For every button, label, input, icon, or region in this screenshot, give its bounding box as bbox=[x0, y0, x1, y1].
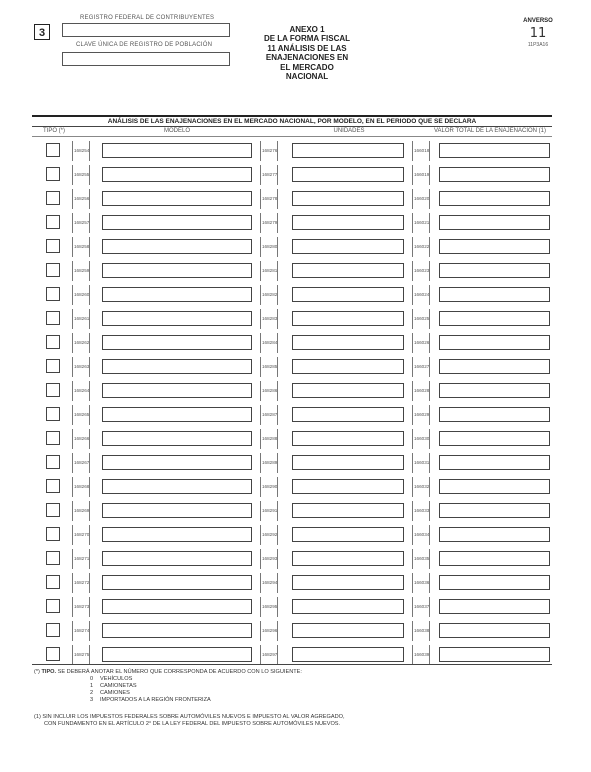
unidades-code: 168294 bbox=[260, 573, 278, 593]
modelo-code: 168260 bbox=[72, 285, 90, 305]
valor-code: 166021 bbox=[412, 213, 430, 233]
tipo-checkbox[interactable] bbox=[46, 311, 60, 325]
unidades-code: 168284 bbox=[260, 333, 278, 353]
modelo-field[interactable] bbox=[102, 575, 252, 590]
modelo-code: 168255 bbox=[72, 165, 90, 185]
table-row bbox=[32, 309, 552, 333]
modelo-field[interactable] bbox=[102, 287, 252, 302]
table-row bbox=[32, 405, 552, 429]
note-tipo-bold: TIPO. bbox=[41, 669, 57, 675]
table-row bbox=[32, 621, 552, 645]
valor-field[interactable] bbox=[439, 623, 550, 638]
annex-line: EL MERCADO bbox=[280, 62, 334, 72]
valor-field[interactable] bbox=[439, 551, 550, 566]
valor-code: 166037 bbox=[412, 597, 430, 617]
valor-code: 166027 bbox=[412, 357, 430, 377]
unidades-code: 168285 bbox=[260, 357, 278, 377]
unidades-field[interactable] bbox=[292, 503, 404, 518]
table-row bbox=[32, 501, 552, 525]
valor-field[interactable] bbox=[439, 263, 550, 278]
unidades-code: 168276 bbox=[260, 141, 278, 161]
table-row bbox=[32, 213, 552, 237]
modelo-field[interactable] bbox=[102, 551, 252, 566]
valor-field[interactable] bbox=[439, 311, 550, 326]
modelo-field[interactable] bbox=[102, 407, 252, 422]
tipo-checkbox[interactable] bbox=[46, 359, 60, 373]
modelo-code: 168261 bbox=[72, 309, 90, 329]
form-number: 11 bbox=[529, 26, 547, 41]
rfc-field[interactable] bbox=[62, 23, 230, 37]
modelo-code: 168268 bbox=[72, 477, 90, 497]
valor-code: 166023 bbox=[412, 261, 430, 281]
valor-code: 166036 bbox=[412, 573, 430, 593]
modelo-field[interactable] bbox=[102, 191, 252, 206]
modelo-code: 168263 bbox=[72, 357, 90, 377]
page-number: 3 bbox=[34, 24, 50, 40]
unidades-code: 168291 bbox=[260, 501, 278, 521]
modelo-code: 168266 bbox=[72, 429, 90, 449]
unidades-field[interactable] bbox=[292, 479, 404, 494]
table-row bbox=[32, 549, 552, 573]
modelo-code: 168259 bbox=[72, 261, 90, 281]
unidades-field[interactable] bbox=[292, 167, 404, 182]
unidades-code: 168278 bbox=[260, 189, 278, 209]
unidades-code: 168286 bbox=[260, 381, 278, 401]
unidades-field[interactable] bbox=[292, 239, 404, 254]
unidades-code: 168297 bbox=[260, 645, 278, 665]
tipo-checkbox[interactable] bbox=[46, 479, 60, 493]
valor-code: 166039 bbox=[412, 645, 430, 665]
unidades-code: 168281 bbox=[260, 261, 278, 281]
tipo-checkbox[interactable] bbox=[46, 167, 60, 181]
modelo-field[interactable] bbox=[102, 311, 252, 326]
unidades-code: 168279 bbox=[260, 213, 278, 233]
col-header-modelo: MODELO bbox=[163, 128, 190, 134]
unidades-field[interactable] bbox=[292, 407, 404, 422]
valor-field[interactable] bbox=[439, 455, 550, 470]
curp-label: CLAVE ÚNICA DE REGISTRO DE POBLACIÓN bbox=[76, 42, 213, 48]
tipo-checkbox[interactable] bbox=[46, 287, 60, 301]
tipo-checkbox[interactable] bbox=[46, 599, 60, 613]
annex-line: ENAJENACIONES EN bbox=[265, 53, 349, 63]
valor-code: 166025 bbox=[412, 309, 430, 329]
unidades-field[interactable] bbox=[292, 575, 404, 590]
modelo-code: 168272 bbox=[72, 573, 90, 593]
unidades-field[interactable] bbox=[292, 431, 404, 446]
valor-field[interactable] bbox=[439, 167, 550, 182]
unidades-field[interactable] bbox=[292, 287, 404, 302]
unidades-field[interactable] bbox=[292, 647, 404, 662]
modelo-field[interactable] bbox=[102, 383, 252, 398]
modelo-code: 168262 bbox=[72, 333, 90, 353]
table-row bbox=[32, 381, 552, 405]
unidades-field[interactable] bbox=[292, 599, 404, 614]
valor-field[interactable] bbox=[439, 335, 550, 350]
tipo-option: 1 CAMIONETAS bbox=[90, 683, 137, 689]
unidades-field[interactable] bbox=[292, 383, 404, 398]
tipo-option: 3 IMPORTADOS A LA REGIÓN FRONTERIZA bbox=[90, 697, 211, 703]
modelo-field[interactable] bbox=[102, 599, 252, 614]
valor-code: 166024 bbox=[412, 285, 430, 305]
valor-field[interactable] bbox=[439, 359, 550, 374]
unidades-code: 168293 bbox=[260, 549, 278, 569]
modelo-field[interactable] bbox=[102, 623, 252, 638]
valor-code: 166033 bbox=[412, 501, 430, 521]
modelo-field[interactable] bbox=[102, 455, 252, 470]
unidades-code: 168283 bbox=[260, 309, 278, 329]
unidades-field[interactable] bbox=[292, 359, 404, 374]
tipo-checkbox[interactable] bbox=[46, 647, 60, 661]
section-rule bbox=[32, 115, 552, 117]
form-code: 11P3A16 bbox=[527, 42, 549, 48]
valor-field[interactable] bbox=[439, 383, 550, 398]
valor-code: 166026 bbox=[412, 333, 430, 353]
valor-field[interactable] bbox=[439, 479, 550, 494]
modelo-field[interactable] bbox=[102, 503, 252, 518]
modelo-field[interactable] bbox=[102, 335, 252, 350]
modelo-code: 168273 bbox=[72, 597, 90, 617]
valor-code: 166019 bbox=[412, 165, 430, 185]
modelo-field[interactable] bbox=[102, 167, 252, 182]
modelo-code: 168254 bbox=[72, 141, 90, 161]
tipo-checkbox[interactable] bbox=[46, 143, 60, 157]
header-rule bbox=[32, 136, 552, 137]
unidades-code: 168292 bbox=[260, 525, 278, 545]
annex-line: ANEXO 1 bbox=[289, 25, 325, 34]
table-row bbox=[32, 237, 552, 261]
unidades-field[interactable] bbox=[292, 215, 404, 230]
tipo-checkbox[interactable] bbox=[46, 215, 60, 229]
valor-field[interactable] bbox=[439, 575, 550, 590]
valor-code: 166038 bbox=[412, 621, 430, 641]
unidades-field[interactable] bbox=[292, 455, 404, 470]
valor-code: 166034 bbox=[412, 525, 430, 545]
annex-title bbox=[248, 25, 366, 81]
modelo-code: 168271 bbox=[72, 549, 90, 569]
unidades-code: 168296 bbox=[260, 621, 278, 641]
valor-code: 166022 bbox=[412, 237, 430, 257]
col-header-tipo: TIPO (*) bbox=[43, 128, 65, 134]
table-row bbox=[32, 429, 552, 453]
tipo-checkbox[interactable] bbox=[46, 383, 60, 397]
tipo-checkbox[interactable] bbox=[46, 335, 60, 349]
tipo-checkbox[interactable] bbox=[46, 431, 60, 445]
modelo-code: 168269 bbox=[72, 501, 90, 521]
valor-code: 166030 bbox=[412, 429, 430, 449]
table-row bbox=[32, 141, 552, 165]
valor-code: 166029 bbox=[412, 405, 430, 425]
valor-field[interactable] bbox=[439, 143, 550, 158]
valor-code: 166032 bbox=[412, 477, 430, 497]
modelo-field[interactable] bbox=[102, 359, 252, 374]
modelo-field[interactable] bbox=[102, 479, 252, 494]
unidades-code: 168282 bbox=[260, 285, 278, 305]
valor-field[interactable] bbox=[439, 431, 550, 446]
valor-field[interactable] bbox=[439, 527, 550, 542]
valor-field[interactable] bbox=[439, 647, 550, 662]
note-marker: (*) bbox=[34, 669, 40, 675]
unidades-code: 168295 bbox=[260, 597, 278, 617]
tipo-checkbox[interactable] bbox=[46, 503, 60, 517]
side-label: ANVERSO bbox=[523, 18, 553, 24]
valor-field[interactable] bbox=[439, 503, 550, 518]
tipo-checkbox[interactable] bbox=[46, 455, 60, 469]
unidades-field[interactable] bbox=[292, 263, 404, 278]
table-row bbox=[32, 525, 552, 549]
valor-code: 166035 bbox=[412, 549, 430, 569]
footer-rule bbox=[32, 664, 552, 665]
tipo-checkbox[interactable] bbox=[46, 623, 60, 637]
annex-line: 11 ANÁLISIS DE LAS bbox=[267, 43, 347, 53]
modelo-code: 168274 bbox=[72, 621, 90, 641]
modelo-code: 168275 bbox=[72, 645, 90, 665]
tipo-checkbox[interactable] bbox=[46, 575, 60, 589]
valor-field[interactable] bbox=[439, 599, 550, 614]
modelo-field[interactable] bbox=[102, 143, 252, 158]
valor-code: 166028 bbox=[412, 381, 430, 401]
col-header-unidades: UNIDADES bbox=[333, 128, 365, 134]
tipo-option: 0 VEHÍCULOS bbox=[90, 676, 133, 682]
unidades-field[interactable] bbox=[292, 143, 404, 158]
modelo-code: 168256 bbox=[72, 189, 90, 209]
tipo-checkbox[interactable] bbox=[46, 191, 60, 205]
table-row bbox=[32, 333, 552, 357]
unidades-code: 168287 bbox=[260, 405, 278, 425]
table-row bbox=[32, 597, 552, 621]
modelo-code: 168267 bbox=[72, 453, 90, 473]
modelo-code: 168264 bbox=[72, 381, 90, 401]
modelo-field[interactable] bbox=[102, 647, 252, 662]
value-footnote bbox=[34, 714, 345, 728]
table-row bbox=[32, 285, 552, 309]
modelo-code: 168270 bbox=[72, 525, 90, 545]
tipo-checkbox[interactable] bbox=[46, 407, 60, 421]
tipo-note bbox=[34, 669, 302, 704]
tipo-checkbox[interactable] bbox=[46, 263, 60, 277]
tipo-option: 2 CAMIONES bbox=[90, 690, 130, 696]
modelo-code: 168265 bbox=[72, 405, 90, 425]
table-row bbox=[32, 357, 552, 381]
unidades-code: 168280 bbox=[260, 237, 278, 257]
col-header-valor: VALOR TOTAL DE LA ENAJENACIÓN (1) bbox=[433, 128, 547, 134]
unidades-field[interactable] bbox=[292, 527, 404, 542]
tipo-checkbox[interactable] bbox=[46, 239, 60, 253]
unidades-field[interactable] bbox=[292, 551, 404, 566]
unidades-code: 168288 bbox=[260, 429, 278, 449]
modelo-field[interactable] bbox=[102, 431, 252, 446]
table-row bbox=[32, 165, 552, 189]
footnote-line-1: (1) SIN INCLUIR LOS IMPUESTOS FEDERALES SOBRE AUTOMÓVILES NUEVOS E IMPUESTO AL VALOR AGREGADO, bbox=[34, 714, 345, 720]
modelo-field[interactable] bbox=[102, 263, 252, 278]
table-row bbox=[32, 261, 552, 285]
modelo-field[interactable] bbox=[102, 215, 252, 230]
table-row bbox=[32, 573, 552, 597]
tipo-checkbox[interactable] bbox=[46, 527, 60, 541]
modelo-code: 168258 bbox=[72, 237, 90, 257]
valor-field[interactable] bbox=[439, 215, 550, 230]
footnote-line-2: CON FUNDAMENTO EN EL ARTÍCULO 2° DE LA LEY FEDERAL DEL IMPUESTO SOBRE AUTOMÓVILES NUEVOS. bbox=[44, 721, 341, 727]
section-title: ANÁLISIS DE LAS ENAJENACIONES EN EL MERCADO NACIONAL, POR MODELO, EN EL PERIODO QUE SE DECLARA bbox=[107, 118, 477, 125]
unidades-code: 168277 bbox=[260, 165, 278, 185]
valor-code: 166020 bbox=[412, 189, 430, 209]
unidades-code: 168290 bbox=[260, 477, 278, 497]
unidades-field[interactable] bbox=[292, 191, 404, 206]
modelo-field[interactable] bbox=[102, 239, 252, 254]
section-divider bbox=[32, 126, 552, 127]
unidades-code: 168289 bbox=[260, 453, 278, 473]
valor-code: 166031 bbox=[412, 453, 430, 473]
valor-field[interactable] bbox=[439, 239, 550, 254]
data-rows bbox=[32, 141, 552, 669]
table-row bbox=[32, 477, 552, 501]
annex-line: DE LA FORMA FISCAL bbox=[263, 34, 351, 44]
valor-code: 166018 bbox=[412, 141, 430, 161]
curp-field[interactable] bbox=[62, 52, 230, 66]
rfc-label: REGISTRO FEDERAL DE CONTRIBUYENTES bbox=[80, 15, 215, 21]
modelo-field[interactable] bbox=[102, 527, 252, 542]
valor-field[interactable] bbox=[439, 191, 550, 206]
note-tipo-text: SE DEBERÁ ANOTAR EL NÚMERO QUE CORRESPONDA DE ACUERDO CON LO SIGUIENTE: bbox=[57, 669, 302, 675]
unidades-field[interactable] bbox=[292, 335, 404, 350]
valor-field[interactable] bbox=[439, 287, 550, 302]
tipo-checkbox[interactable] bbox=[46, 551, 60, 565]
table-row bbox=[32, 189, 552, 213]
annex-line: NACIONAL bbox=[285, 72, 329, 82]
table-row bbox=[32, 645, 552, 669]
unidades-field[interactable] bbox=[292, 623, 404, 638]
unidades-field[interactable] bbox=[292, 311, 404, 326]
table-row bbox=[32, 453, 552, 477]
modelo-code: 168257 bbox=[72, 213, 90, 233]
valor-field[interactable] bbox=[439, 407, 550, 422]
